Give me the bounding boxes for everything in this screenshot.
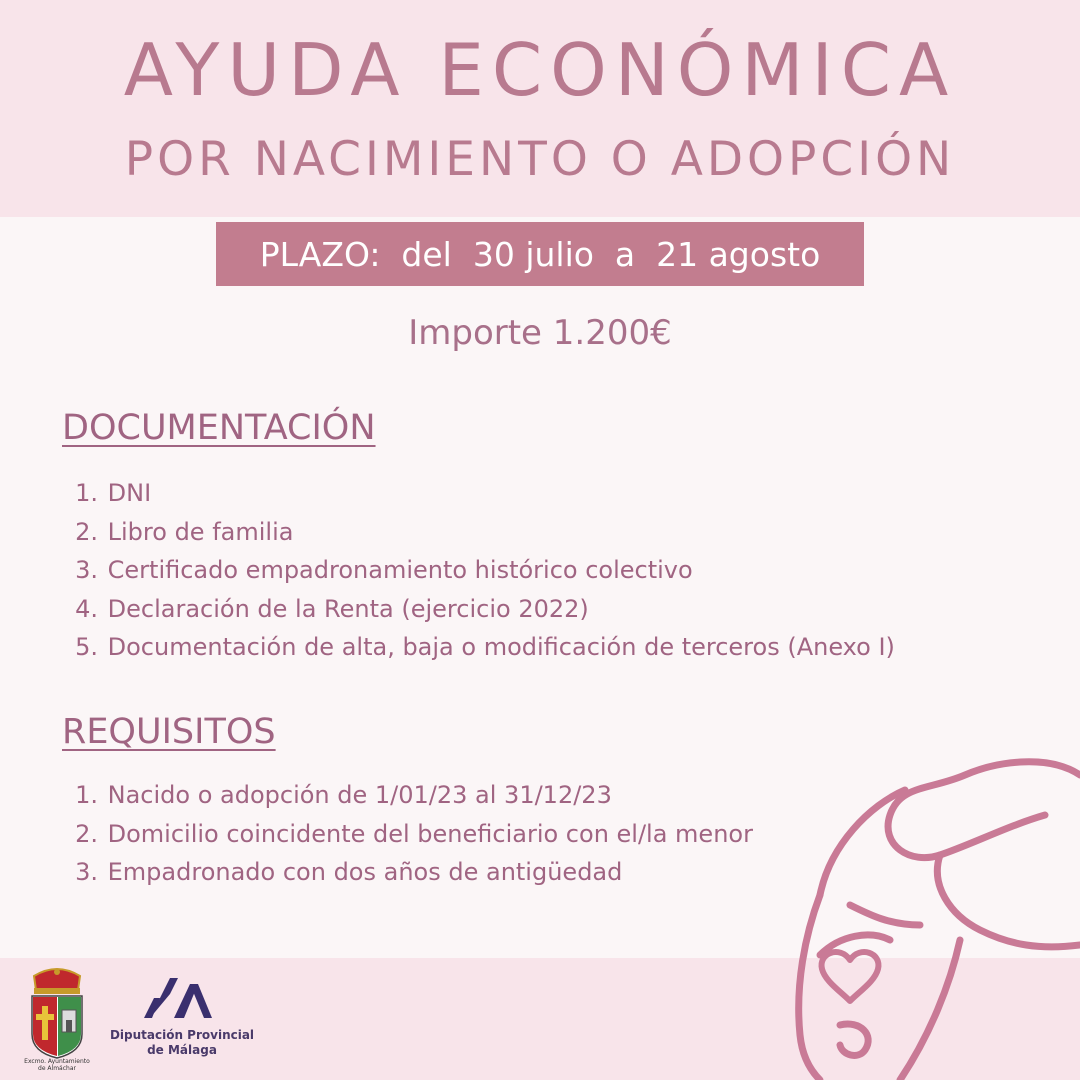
title-line-1: AYUDA ECONÓMICA <box>123 28 957 112</box>
pregnancy-illustration <box>780 755 1080 1080</box>
list-item: 1. DNI <box>75 479 152 507</box>
requisitos-list <box>62 776 753 892</box>
diputacion-logo-icon <box>128 970 248 1030</box>
amount-text: Importe 1.200€ <box>408 313 672 353</box>
diputacion-caption: Diputación Provincial de Málaga <box>109 1028 255 1057</box>
list-item: 3. Certificado empadronamiento histórico colectivo <box>75 556 693 584</box>
list-item: 4. Declaración de la Renta (ejercicio 2022) <box>75 594 589 623</box>
title-line-2: POR NACIMIENTO O ADOPCIÓN <box>124 132 956 187</box>
list-item: 2. Domicilio coincidente del beneficiario con el/la menor <box>75 819 753 848</box>
list-item: 1. Nacido o adopción de 1/01/23 al 31/12/23 <box>75 781 612 809</box>
documentacion-heading: DOCUMENTACIÓN <box>62 408 376 448</box>
deadline-banner: PLAZO: del 30 julio a 21 agosto <box>216 222 864 286</box>
list-item: 5. Documentación de alta, baja o modificación de terceros (Anexo I) <box>75 633 895 661</box>
ayuntamiento-caption: Excmo. Ayuntamiento de Almáchar <box>24 1058 90 1072</box>
requisitos-heading: REQUISITOS <box>62 712 276 752</box>
heart-icon <box>822 952 879 1001</box>
list-item: 2. Libro de familia <box>75 517 294 546</box>
list-item: 3. Empadronado con dos años de antigüedad <box>75 858 623 886</box>
documentacion-list <box>62 474 895 667</box>
